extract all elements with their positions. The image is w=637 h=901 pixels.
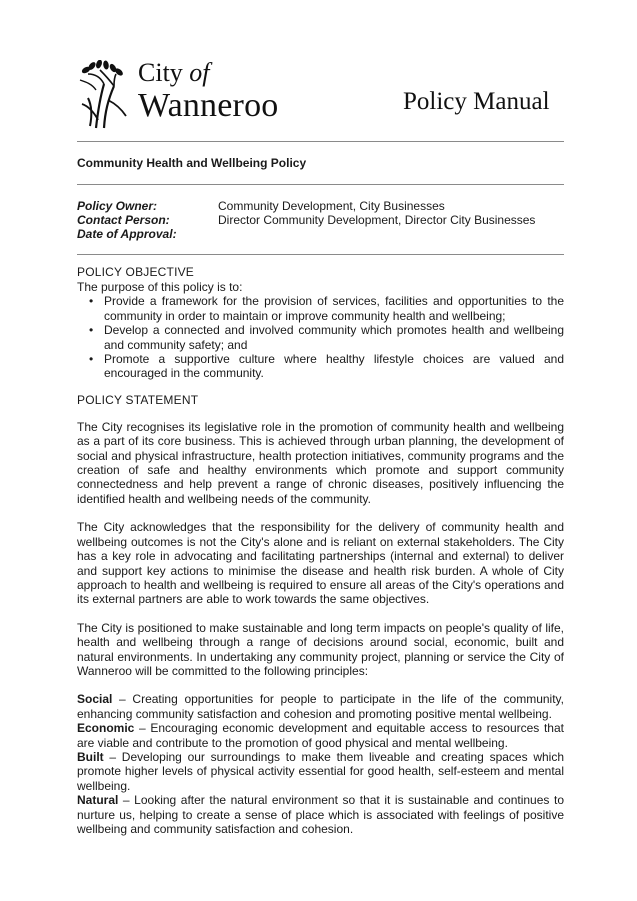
city-logo xyxy=(78,58,298,130)
meta-row-approval xyxy=(77,227,535,241)
list-item-text: Promote a supportive culture where healthy lifestyle choices are valued and encouraged in the community. xyxy=(104,352,564,381)
meta-row-owner xyxy=(77,199,535,213)
list-item-text: Provide a framework for the provision of services, facilities and opportunities to the community in order to maintain or improve community health and wellbeing; xyxy=(104,294,564,323)
meta-label: Date of Approval: xyxy=(77,227,177,241)
principle-social xyxy=(77,692,564,721)
objective-intro: The purpose of this policy is to: xyxy=(77,280,243,294)
meta-label: Contact Person: xyxy=(77,213,170,227)
meta-value: Community Development, City Businesses xyxy=(218,199,445,213)
principle-natural xyxy=(77,793,564,836)
principle-term: Natural xyxy=(77,793,119,808)
principle-text: – Encouraging economic development and equitable access to resources that are viable and contribute to the promotion of good physical and mental wellbeing. xyxy=(77,721,564,750)
logo-wanneroo: Wanneroo xyxy=(138,87,279,124)
bullet-icon: • xyxy=(89,323,94,338)
principle-text: – Creating opportunities for people to participate in the life of the community, enhancing community satisfaction and cohesion and promoting positive mental wellbeing. xyxy=(77,692,564,721)
divider xyxy=(77,141,564,142)
manual-title: Policy Manual xyxy=(403,88,550,115)
principle-built xyxy=(77,750,564,793)
principle-term: Built xyxy=(77,749,104,764)
policy-title: Community Health and Wellbeing Policy xyxy=(77,156,307,170)
principle-term: Economic xyxy=(77,721,135,736)
objective-list xyxy=(77,294,564,380)
kangaroo-paw-icon xyxy=(78,60,134,130)
statement-paragraph: The City is positioned to make sustainable and long term impacts on people's quality of life, health and wellbeing through a range of decisions around social, economic, built and natural environments. In undertaking any community project, planning or service the City of Wanneroo will be committed to the following principles: xyxy=(77,620,564,678)
policy-meta xyxy=(77,199,535,241)
list-item xyxy=(89,323,564,352)
logo-of-word: of xyxy=(189,58,210,87)
divider xyxy=(77,254,564,255)
statement-paragraph: The City recognises its legislative role in the promotion of community health and wellbeing as a part of its core business. This is achieved through urban planning, the development of social and physical infrastructure, health protection initiatives, community programs and the creation of safe and healthy environments which promote and support community connectedness and help prevent a range of chronic diseases, positively influencing the identified health and wellbeing needs of the community. xyxy=(77,419,564,506)
meta-value: Director Community Development, Director City Businesses xyxy=(218,213,536,227)
bullet-icon: • xyxy=(89,352,94,367)
meta-row-contact xyxy=(77,213,535,227)
list-item xyxy=(89,294,564,323)
principle-economic xyxy=(77,721,564,750)
statement-heading: POLICY STATEMENT xyxy=(77,392,199,407)
principle-text: – Developing our surroundings to make them liveable and creating spaces which promote higher levels of physical activity essential for good health, self-esteem and mental wellbeing. xyxy=(77,749,564,793)
principle-term: Social xyxy=(77,692,113,707)
list-item-text: Develop a connected and involved community which promotes health and wellbeing and community safety; and xyxy=(104,323,564,352)
policy-body xyxy=(77,265,564,836)
logo-city-of xyxy=(138,60,210,86)
bullet-icon: • xyxy=(89,294,94,309)
objective-heading: POLICY OBJECTIVE xyxy=(77,265,195,279)
divider xyxy=(77,184,564,185)
meta-label: Policy Owner: xyxy=(77,199,158,213)
statement-paragraph: The City acknowledges that the responsibility for the delivery of community health and wellbeing outcomes is not the City's alone and is reliant on external stakeholders. The City has a key role in advocating and facilitating partnerships (internal and external) to deliver and support key actions to minimise the disease and health risk burden. A whole of City approach to health and wellbeing is required to ensure all areas of the City's operations and its external partners are able to work towards the same objectives. xyxy=(77,520,564,607)
list-item xyxy=(89,352,564,381)
principle-text: – Looking after the natural environment so that it is sustainable and continues to nurture us, helping to create a sense of place which is associated with feelings of positive wellbeing and community satisfaction and cohesion. xyxy=(77,793,564,836)
logo-city-word: City xyxy=(138,58,183,87)
